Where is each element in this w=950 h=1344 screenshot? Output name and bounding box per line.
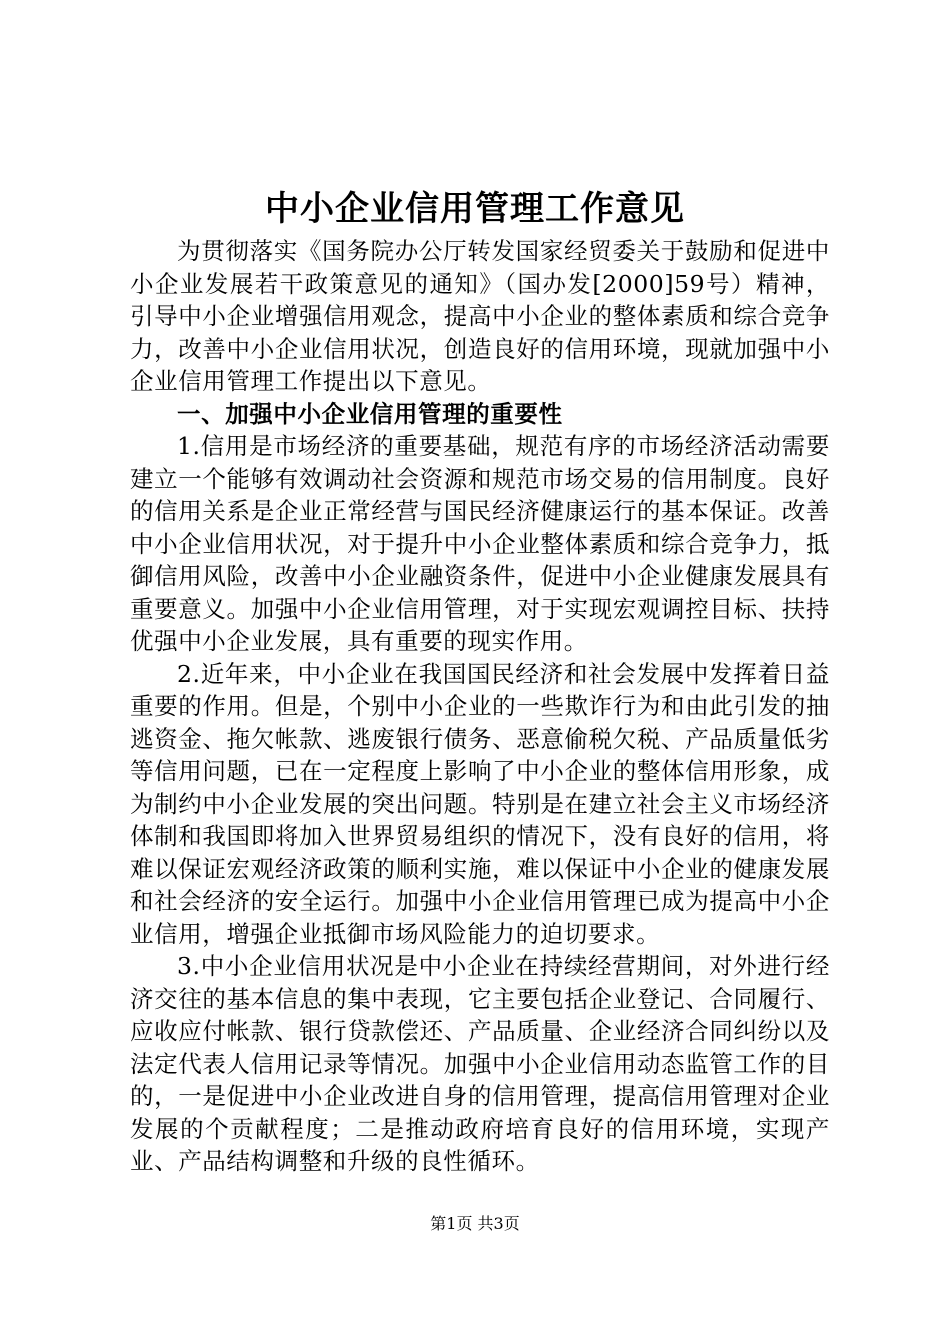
intro-paragraph: 为贯彻落实《国务院办公厅转发国家经贸委关于鼓励和促进中小企业发展若干政策意见的通知》（国办发[2000]59号）精神，引导中小企业增强信用观念，提高中小企业的整体素质和综合竞争力，改善中小企业信用状况，创造良好的信用环境，现就加强中小企业信用管理工作提出以下意见。 bbox=[130, 237, 830, 395]
document-title: 中小企业信用管理工作意见 bbox=[265, 189, 685, 229]
page-footer: 第1页 共3页 bbox=[430, 1214, 520, 1233]
document-body bbox=[130, 235, 830, 1178]
paragraph-1: 1.信用是市场经济的重要基础，规范有序的市场经济活动需要建立一个能够有效调动社会资源和规范市场交易的信用制度。良好的信用关系是企业正常经营与国民经济健康运行的基本保证。改善中小企业信用状况，对于提升中小企业整体素质和综合竞争力，抵御信用风险，改善中小企业融资条件，促进中小企业健康发展具有重要意义。加强中小企业信用管理，对于实现宏观调控目标、扶持优强中小企业发展，具有重要的现实作用。 bbox=[130, 432, 830, 655]
section-heading: 一、加强中小企业信用管理的重要性 bbox=[177, 399, 563, 428]
paragraph-2: 2.近年来，中小企业在我国国民经济和社会发展中发挥着日益重要的作用。但是，个别中小企业的一些欺诈行为和由此引发的抽逃资金、拖欠帐款、逃废银行债务、恶意偷税欠税、产品质量低劣等信用问题，已在一定程度上影响了中小企业的整体信用形象，成为制约中小企业发展的突出问题。特别是在建立社会主义市场经济体制和我国即将加入世界贸易组织的情况下，没有良好的信用，将难以保证宏观经济政策的顺利实施，难以保证中小企业的健康发展和社会经济的安全运行。加强中小企业信用管理已成为提高中小企业信用，增强企业抵御市场风险能力的迫切要求。 bbox=[130, 659, 830, 948]
paragraph-3: 3.中小企业信用状况是中小企业在持续经营期间，对外进行经济交往的基本信息的集中表现，它主要包括企业登记、合同履行、应收应付帐款、银行贷款偿还、产品质量、企业经济合同纠纷以及法定代表人信用记录等情况。加强中小企业信用动态监管工作的目的，一是促进中小企业改进自身的信用管理，提高信用管理对企业发展的个贡献程度；二是推动政府培育良好的信用环境，实现产业、产品结构调整和升级的良性循环。 bbox=[130, 952, 830, 1175]
